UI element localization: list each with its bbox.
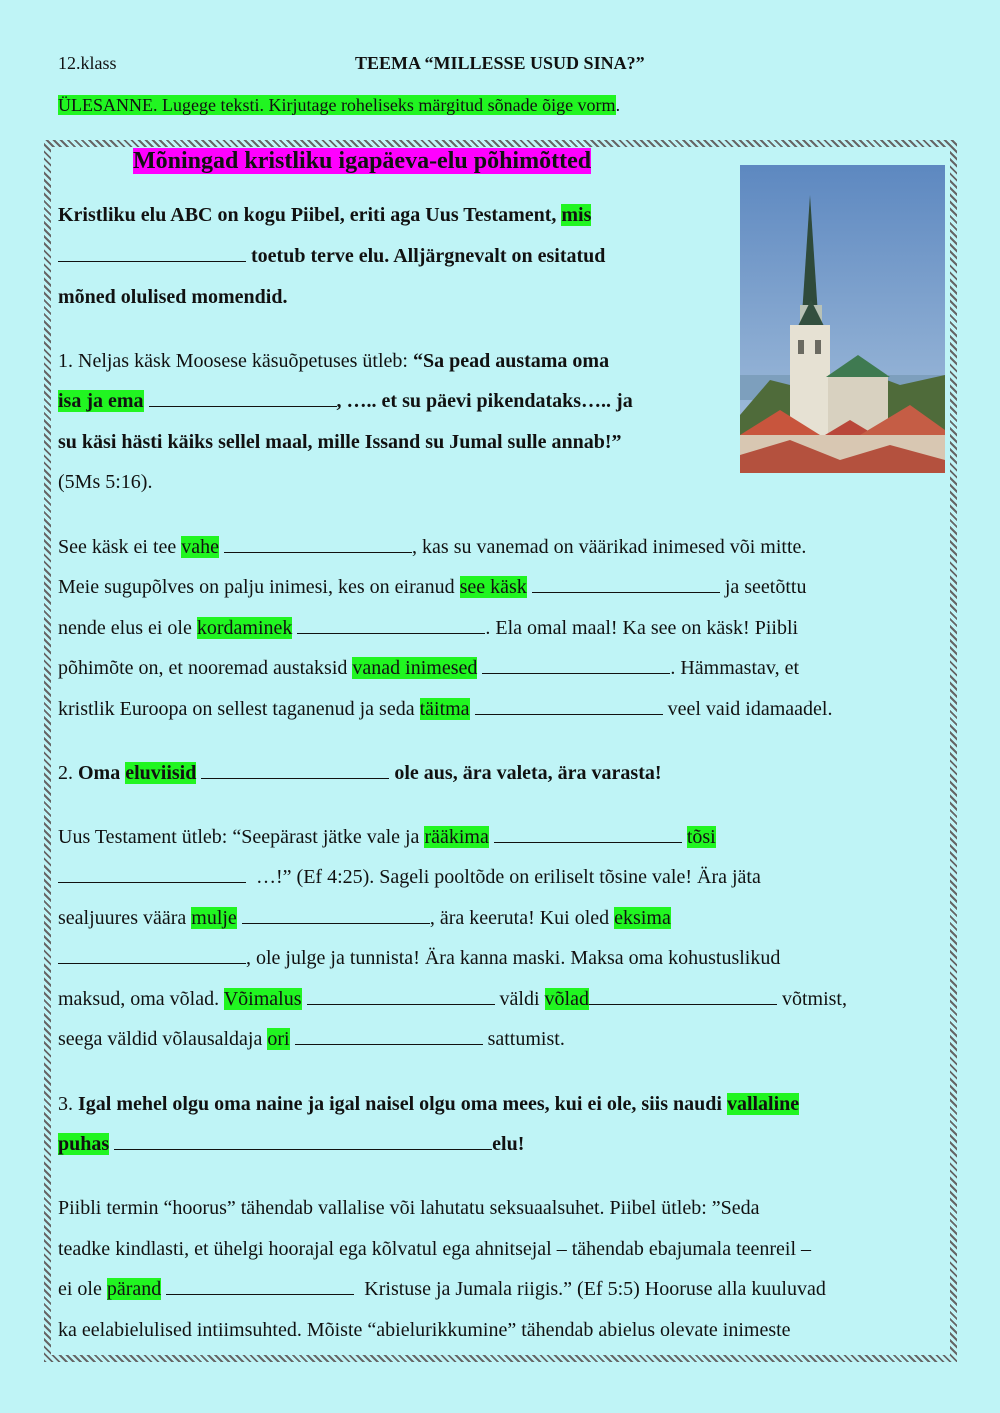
point1-line-1 xyxy=(58,341,609,382)
p2-text-c: Meie sugupõlves on palju inimesi, kes on eiranud xyxy=(58,576,460,598)
point2-text-b: Oma xyxy=(78,762,126,784)
gap-word-vanad-inimesed: vanad inimesed xyxy=(352,657,478,679)
p6-text-d: Kristuse ja Jumala riigis.” (Ef 5:5) Hooruse alla kuuluvad xyxy=(364,1278,826,1300)
p2-line-2 xyxy=(58,567,806,608)
point3-number: 3. xyxy=(58,1093,78,1115)
point1-quote-start: “Sa pead austama oma xyxy=(412,350,610,372)
p2-line-4 xyxy=(58,648,799,689)
title-text: Mõningad kristliku igapäeva-elu põhimõtted xyxy=(133,148,592,174)
gap-word-volad: võlad xyxy=(544,988,589,1010)
intro-line-1 xyxy=(58,195,591,236)
p6-line-1: Piibli termin “hoorus” tähendab vallalise või lahutatu seksuaalsuhet. Piibel ütleb: ”Seda xyxy=(58,1197,760,1219)
blank-line[interactable] xyxy=(297,615,485,634)
p2-text-e: nende elus ei ole xyxy=(58,617,197,639)
gap-word-see-kask: see käsk xyxy=(459,576,527,598)
blank-line[interactable] xyxy=(475,696,663,715)
p6-line-3 xyxy=(58,1269,826,1310)
p4-text-c: sealjuures väära xyxy=(58,907,192,929)
gap-word-vallaline: vallaline xyxy=(726,1093,800,1115)
blank-line[interactable] xyxy=(482,655,670,674)
point1-text-2: , ….. et su päevi pikendataks….. ja xyxy=(336,390,633,412)
point2-number: 2. xyxy=(58,762,78,784)
blank-line[interactable] xyxy=(58,864,246,883)
task-text: ÜLESANNE. Lugege teksti. Kirjutage roheliseks märgitud sõnade õige vorm xyxy=(58,95,616,115)
p2-text-j: veel vaid idamaadel. xyxy=(662,698,833,720)
point1-line-2 xyxy=(58,381,633,422)
blank-line[interactable] xyxy=(295,1026,483,1045)
intro-text-2: toetub terve elu. Alljärgnevalt on esitatud xyxy=(251,245,606,267)
blank-line[interactable] xyxy=(589,986,777,1005)
gap-word-kordaminek: kordaminek xyxy=(196,617,293,639)
p6-line-4: ka eelabielulised intiimsuhted. Mõiste “abielurikkumine” tähendab abielus olevate inimeste xyxy=(58,1319,791,1341)
p4-text-j: sattumist. xyxy=(487,1028,565,1050)
point3-line-2 xyxy=(58,1124,524,1165)
p4-text-f: maksud, oma võlad. xyxy=(58,988,224,1010)
intro-text-1: Kristliku elu ABC on kogu Piibel, eriti aga Uus Testament, xyxy=(58,204,557,226)
blank-line[interactable] xyxy=(58,243,246,262)
p2-text-d: ja seetõttu xyxy=(719,576,807,598)
gap-word-eluviisid: eluviisid xyxy=(125,762,197,784)
gap-word-mis: mis xyxy=(561,204,592,226)
gap-word-voimalus: Võimalus xyxy=(223,988,302,1010)
blank-line[interactable] xyxy=(532,574,720,593)
gap-word-vahe: vahe xyxy=(181,536,220,558)
p2-text-i: kristlik Euroopa on sellest taganenud ja seda xyxy=(58,698,420,720)
p4-text-i: seega väldid võlausaldaja xyxy=(58,1028,268,1050)
p2-text-g: põhimõte on, et nooremad austaksid xyxy=(58,657,353,679)
gap-word-tosi: tõsi xyxy=(686,826,716,848)
p2-line-3 xyxy=(58,608,798,649)
point3-text-b: Igal mehel olgu oma naine ja igal naisel olgu oma mees, kui ei ole, siis naudi xyxy=(78,1093,727,1115)
theme-heading: TEEMA “MILLESSE USUD SINA?” xyxy=(355,53,645,73)
p2-text-f: . Ela omal maal! Ka see on käsk! Piibli xyxy=(485,617,799,639)
intro-line-3: mõned olulised momendid. xyxy=(58,286,288,308)
point1-text-a: 1. Neljas käsk Moosese käsuõpetuses ütleb: xyxy=(58,350,413,372)
blank-line[interactable] xyxy=(224,534,412,553)
blank-line[interactable] xyxy=(307,986,495,1005)
p4-line-3 xyxy=(58,898,671,939)
p2-line-5 xyxy=(58,689,832,730)
class-label: 12.klass xyxy=(58,53,117,73)
gap-word-parand: pärand xyxy=(106,1278,162,1300)
point3-text-c: elu! xyxy=(492,1133,525,1155)
p4-text-a: Uus Testament ütleb: “Seepärast jätke vale ja xyxy=(58,826,425,848)
p4-text-d: , ära keeruta! Kui oled xyxy=(429,907,615,929)
church-tower-photo xyxy=(740,165,945,473)
blank-line[interactable] xyxy=(58,945,246,964)
point2-line xyxy=(58,753,662,794)
p4-line-2 xyxy=(58,857,761,898)
blank-line[interactable] xyxy=(242,905,430,924)
gap-word-taitma: täitma xyxy=(419,698,470,720)
p2-line-1 xyxy=(58,527,806,568)
point3-line-1 xyxy=(58,1084,799,1125)
p2-text-b: , kas su vanemad on väärikad inimesed või mitte. xyxy=(412,536,807,558)
p6-line-2: teadke kindlasti, et ühelgi hoorajal ega kõlvatul ega ahnitsejal – tähendab ebajumala teenreil – xyxy=(58,1238,812,1260)
intro-line-2 xyxy=(58,236,605,277)
page-title xyxy=(133,148,591,175)
gap-word-ori: ori xyxy=(267,1028,290,1050)
point1-line-3: su käsi hästi käiks sellel maal, mille Issand su Jumal sulle annab!” xyxy=(58,431,622,453)
p4-text-h: võtmist, xyxy=(776,988,847,1010)
p4-text-g: väldi xyxy=(494,988,545,1010)
p2-text-h: . Hämmastav, et xyxy=(670,657,800,679)
gap-word-eksima: eksima xyxy=(614,907,671,929)
p4-text-e: , ole julge ja tunnista! Ära kanna maski. Maksa oma kohustuslikud xyxy=(246,947,781,969)
gap-word-puhas: puhas xyxy=(58,1133,110,1155)
blank-line[interactable] xyxy=(201,760,389,779)
p4-line-5 xyxy=(58,979,847,1020)
blank-line[interactable] xyxy=(494,824,682,843)
blank-line[interactable] xyxy=(149,388,337,407)
gap-word-isa-ja-ema: isa ja ema xyxy=(58,390,144,412)
p4-line-6 xyxy=(58,1019,565,1060)
p4-text-b: …!” (Ef 4:25). Sageli pooltõde on eriliselt tõsine vale! Ära jäta xyxy=(256,866,761,888)
gap-word-raakima: rääkima xyxy=(424,826,489,848)
task-instruction xyxy=(58,95,620,116)
p6-text-c: ei ole xyxy=(58,1278,107,1300)
point1-line-4: (5Ms 5:16). xyxy=(58,471,153,493)
p4-line-4 xyxy=(58,938,780,979)
blank-line[interactable] xyxy=(114,1131,492,1150)
p2-text-a: See käsk ei tee xyxy=(58,536,182,558)
gap-word-mulje: mulje xyxy=(191,907,237,929)
point2-text-c: ole aus, ära valeta, ära varasta! xyxy=(389,762,662,784)
blank-line[interactable] xyxy=(166,1276,354,1295)
task-end: . xyxy=(615,95,621,115)
p4-line-1 xyxy=(58,817,716,858)
